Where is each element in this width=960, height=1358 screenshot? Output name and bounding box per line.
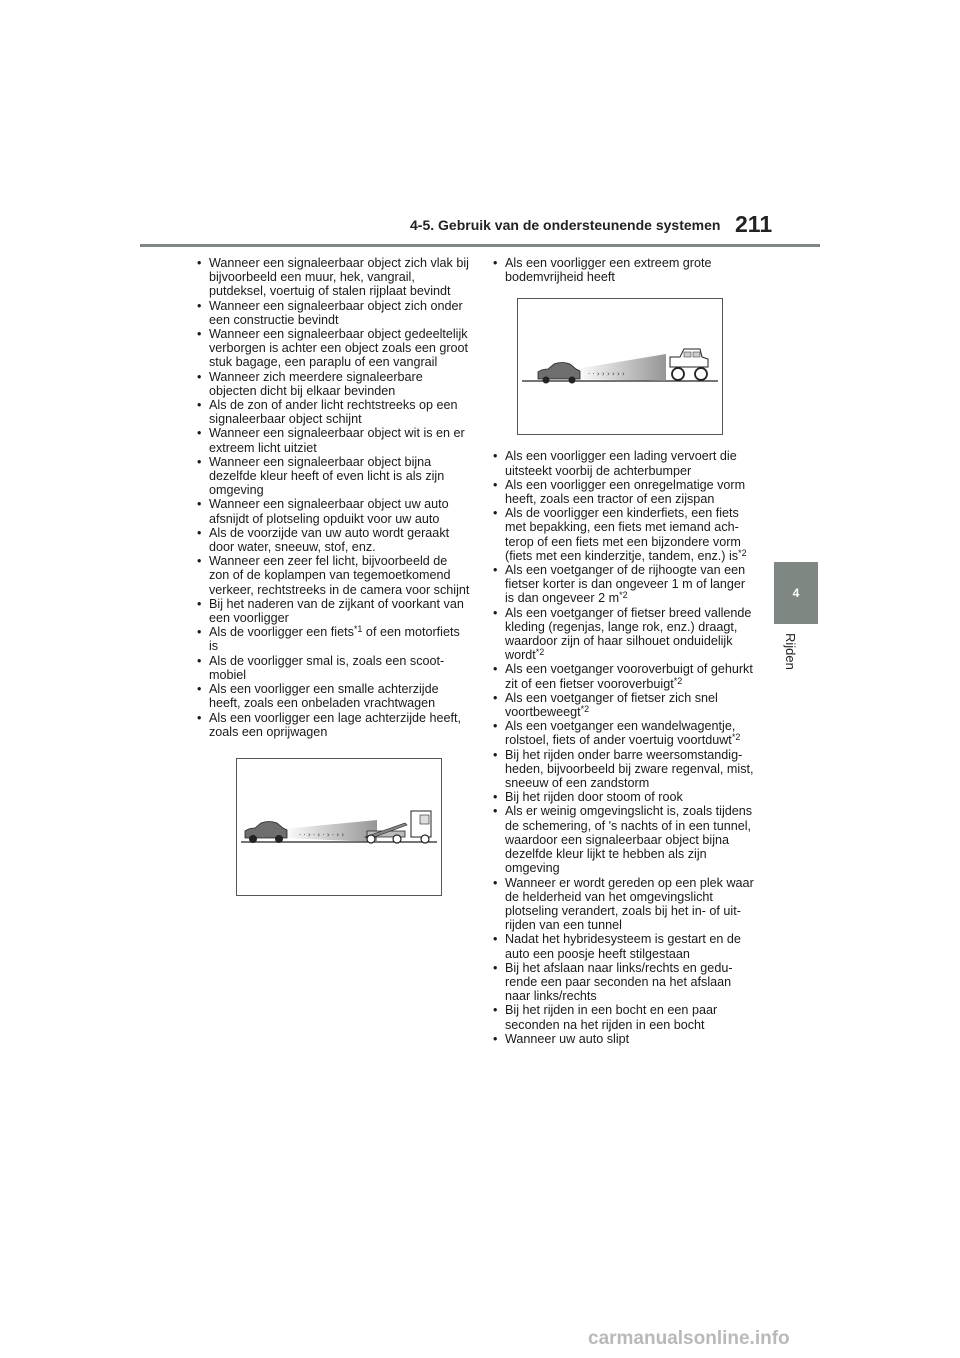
list-item: • Als een voorligger een onregelmatige vorm heeft, zoals een tractor of een zijspan: [492, 478, 754, 506]
list-item: • Wanneer een signaleerbaar object uw auto afsnijdt of plotseling opduikt voor uw auto: [196, 497, 471, 525]
chapter-number: 4: [792, 586, 800, 600]
item-text: Als de voorligger een kinderfiets, een fiets met bepakking, een fiets met iemand achterop of een fiets met een bijzondere vorm (fiets met een kinderzitje, tandem, enz.) is: [505, 506, 741, 563]
right-bullet-list: [492, 449, 754, 1046]
left-bullet-list: [196, 256, 471, 739]
list-item: • Nadat het hybridesysteem is gestart en de auto een poosje heeft stilgestaan: [492, 932, 754, 960]
high-clearance-illustration: [517, 298, 723, 435]
car-carrier-illustration: [236, 758, 442, 896]
list-item: [492, 691, 754, 719]
footnote-marker: *1: [353, 624, 363, 635]
footnote-marker: *2: [673, 675, 683, 686]
list-item: • Wanneer uw auto slipt: [492, 1032, 754, 1046]
list-item: • Als een voorligger een lading vervoert die uitsteekt voorbij de achterbumper: [492, 449, 754, 477]
footnote-marker: *2: [731, 732, 741, 743]
footnote-marker: *2: [738, 547, 747, 558]
list-item: [492, 563, 754, 606]
list-item: • Bij het naderen van de zijkant of voorkant van een voorligger: [196, 597, 471, 625]
chapter-tab[interactable]: [774, 562, 818, 624]
list-item: • Bij het rijden in een bocht en een paar seconden na het rijden in een bocht: [492, 1003, 754, 1031]
section-title: 4-5. Gebruik van de ondersteunende systemen: [410, 217, 721, 233]
list-item: • Bij het afslaan naar links/rechts en gedurende een paar seconden na het afslaan naar links/rechts: [492, 961, 754, 1004]
car-approaching-high-clearance-vehicle-icon: [518, 299, 722, 434]
footnote-marker: *2: [580, 704, 590, 715]
list-item: • Als een voorligger een smalle achterzijde heeft, zoals een onbeladen vrachtwagen: [196, 682, 471, 710]
left-column: [196, 256, 471, 896]
right-intro-list: [492, 256, 754, 284]
list-item: • Als de voorzijde van uw auto wordt geraakt door water, sneeuw, stof, enz.: [196, 526, 471, 554]
car-approaching-car-carrier-icon: [237, 759, 441, 895]
item-text: of een motorfiets is: [209, 625, 460, 654]
list-item: • Wanneer een signaleerbaar object gedeeltelijk verborgen is achter een object zoals een groot stuk bagage, een paraplu of een vangrail: [196, 327, 471, 370]
chapter-label: Rijden: [783, 633, 798, 670]
item-text: Als een voetganger of de rijhoogte van een fietser korter is dan ongeveer 1 m of langer is dan ongeveer 2 m: [505, 563, 746, 606]
item-text: Als de voorligger een fiets: [209, 625, 354, 640]
list-item: • Wanneer een signaleerbaar object wit is en er extreem licht uitziet: [196, 426, 471, 454]
list-item: • Wanneer een signaleerbaar object bijna dezelfde kleur heeft of even licht is als zijn omgeving: [196, 455, 471, 498]
list-item: [492, 662, 754, 690]
list-item: • Als de voorligger smal is, zoals een scootmobiel: [196, 654, 471, 682]
right-column: [492, 256, 754, 1046]
list-item: • Als een voorligger een lage achterzijde heeft, zoals een oprijwagen: [196, 711, 471, 739]
svg-text:· · › · › · › · › ›: · · › · › · › · › ›: [299, 830, 345, 839]
list-item: • Als de zon of ander licht rechtstreeks op een signaleerbaar object schijnt: [196, 398, 471, 426]
list-item: • Als er weinig omgevingslicht is, zoals tijdens de schemering, of 's nachts of in een tunnel, waardoor een signaleerbaar object bijna dezelfde kleur lijkt te hebben als zijn omgeving: [492, 804, 754, 875]
list-item: • Wanneer een signaleerbaar object zich vlak bij bijvoorbeeld een muur, hek, vangrail, putdeksel, voertuig of stalen rijplaat bevindt: [196, 256, 471, 299]
list-item: [492, 606, 754, 663]
watermark: carmanualsonline.info: [588, 1328, 790, 1349]
list-item: • Wanneer er wordt gereden op een plek waar de helderheid van het omgevingslicht plotseling verandert, zoals bij het in- of uitrijden van een tunnel: [492, 876, 754, 933]
list-item: • Bij het rijden onder barre weersomstandigheden, bijvoorbeeld bij zware regenval, mist, sneeuw of een zandstorm: [492, 748, 754, 791]
list-item: • Wanneer een signaleerbaar object zich onder een constructie bevindt: [196, 299, 471, 327]
footnote-marker: *2: [535, 647, 545, 658]
list-item: • Wanneer zich meerdere signaleerbare objecten dicht bij elkaar bevinden: [196, 370, 471, 398]
footnote-marker: *2: [619, 590, 628, 601]
svg-text:· · › › › › › ›: · · › › › › › ›: [588, 370, 625, 379]
item-text: Als een voetganger vooroverbuigt of gehurkt zit of een fietser vooroverbuigt: [505, 662, 753, 691]
list-item: • Wanneer een zeer fel licht, bijvoorbeeld de zon of de koplampen van tegemoetkomend verkeer, rechtstreeks in de camera voor schijnt: [196, 554, 471, 597]
item-text: Als een voetganger of fietser breed vallende kleding (regenjas, lange rok, enz.) draagt, waardoor zijn of haar silhouet onduidelijk wordt: [505, 605, 752, 663]
list-item: [492, 719, 754, 747]
item-text: Als een voetganger of fietser zich snel voortbeweegt: [505, 690, 718, 720]
list-item: • Als een voorligger een extreem grote bodemvrijheid heeft: [492, 256, 754, 284]
page-number: 211: [735, 211, 773, 237]
header-divider: [140, 244, 820, 247]
list-item: [196, 625, 471, 653]
list-item: • Bij het rijden door stoom of rook: [492, 790, 754, 804]
list-item: [492, 506, 754, 563]
item-text: Als een voetganger een wandelwagentje, rolstoel, fiets of ander voertuig voortduwt: [505, 719, 736, 748]
